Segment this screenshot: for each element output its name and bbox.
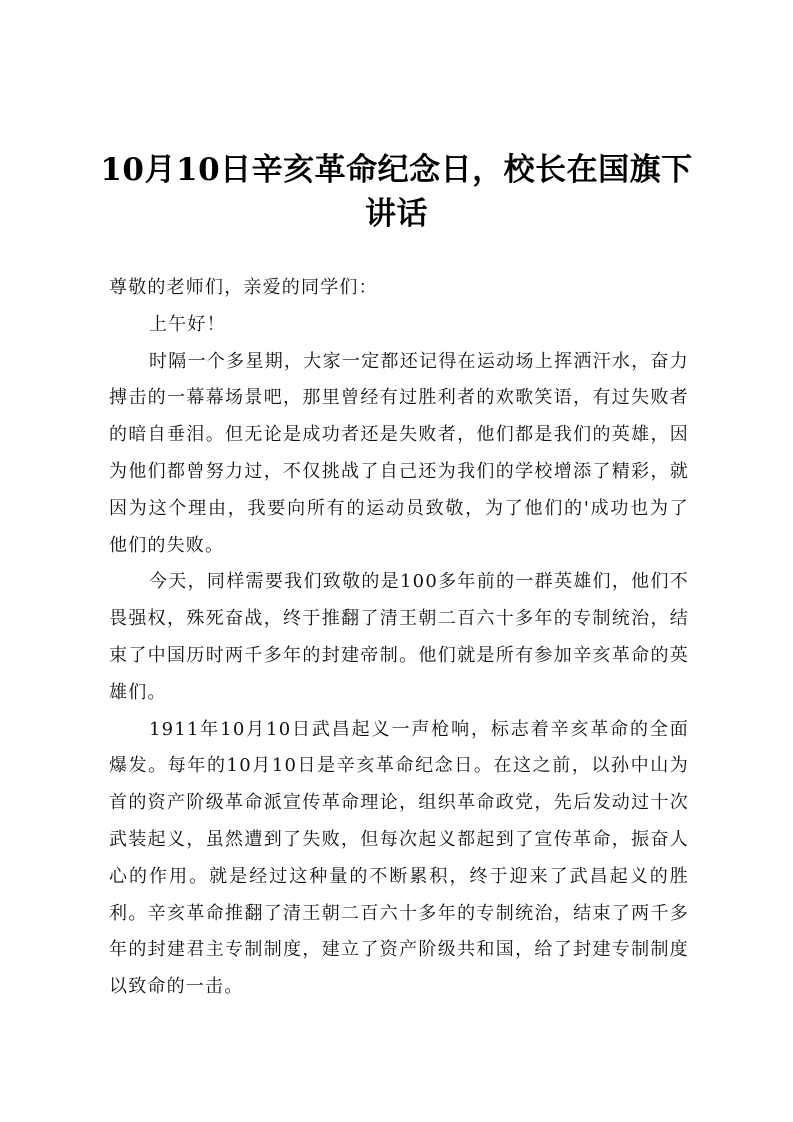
paragraph-greeting: 上午好！ — [149, 313, 226, 335]
paragraph: 时隔一个多星期，大家一定都还记得在运动场上挥洒汗水，奋力搏击的一幕幕场景吧，那里曾经有过胜利者的欢歌笑语，有过失败者的暗自垂泪。但无论是成功者还是失败者，他们都是我们的英雄，因为他们都曾努力过，不仅挑战了自己还为我们的学校增添了精彩，就因为这个理由，我要向所有的运动员致敬，为了他们的'成功也为了他们的失败。 — [109, 350, 689, 556]
salutation: 尊敬的老师们，亲爱的同学们： — [109, 277, 378, 298]
document-title: 10月10日辛亥革命纪念日，校长在国旗下讲话 — [100, 152, 693, 232]
paragraph: 1911年10月10日武昌起义一声枪响，标志着辛亥革命的全面爆发。每年的10月10日是辛亥革命纪念日。在这之前，以孙中山为首的资产阶级革命派宣传革命理论，组织革命政党，先后发动过十次武装起义，虽然遭到了失败，但每次起义都起到了宣传革命，振奋人心的作用。就是经过这种量的不断累积，终于迎来了武昌起义的胜利。辛亥革命推翻了清王朝二百六十多年的专制统治，结束了两千多年的封建君主专制制度，建立了资产阶级共和国，给了封建专制制度以致命的一击。 — [109, 718, 689, 998]
paragraph: 今天，同样需要我们致敬的是100多年前的一群英雄们，他们不畏强权，殊死奋战，终于推翻了清王朝二百六十多年的专制统治，结束了中国历时两千多年的封建帝制。他们就是所有参加辛亥革命的英雄们。 — [109, 571, 689, 703]
document-body — [109, 270, 689, 1006]
